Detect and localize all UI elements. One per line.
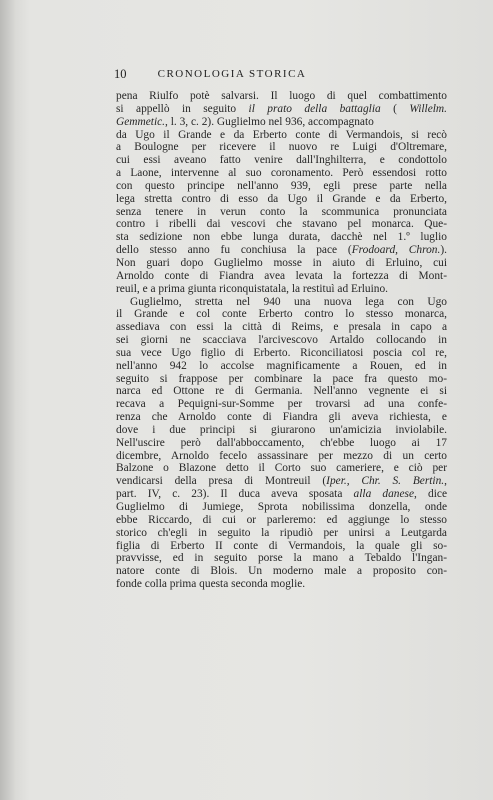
text-line [116,296,447,309]
text-segment: contro i ribelli dai vescovi che stavano pel monarca. Que- [116,218,447,231]
text-segment: si appellò in seguito [116,102,249,115]
text-segment: cui essi aveano fatto venire dall'Inghilterra, e condottolo [116,154,447,167]
text-segment: Non guari dopo Guglielmo mosse in aiuto di Erluino, cui [116,256,447,269]
italic-text: Gemmetic. [116,115,166,128]
text-segment: ). [440,244,447,257]
text-segment: pena Riulfo potè salvarsi. Il luogo di quel combattimento [116,90,447,102]
text-segment: seguito si frappose per combinare la pace fra questo mo- [116,372,447,385]
text-segment: narca ed Ottone re di Germania. Nell'anno vegnente ei si [116,385,447,398]
italic-text: il prato della battaglia [248,102,381,115]
text-line [116,154,447,167]
text-line [116,514,447,527]
text-line [116,206,447,219]
italic-text: Iper., Chr. S. Bertin. [326,475,445,488]
text-segment: a Laone, intervenne al suo coronamento. Però essendosi rotto [116,167,447,180]
text-line [116,527,447,540]
text-line [116,167,447,180]
text-segment: da Ugo il Grande e da Erberto conte di Vermandois, si recò [116,128,447,141]
text-segment: fonde colla prima questa seconda moglie. [116,578,306,591]
text-segment: storico ch'egli in seguito la ripudiò per unirsi a Leutgarda [116,526,447,539]
text-line [116,283,447,296]
text-line [116,565,447,578]
text-segment: assediava con essi la città di Reims, e presala in capo a [116,321,447,334]
text-line [116,218,447,231]
page-number: 10 [114,67,127,81]
text-line [116,540,447,553]
text-segment: Nell'uscire però dall'abboccamento, ch'ebbe luogo ai 17 [116,436,447,449]
text-segment: ( [380,102,410,115]
text-segment: il Grande e col conte Erberto contro lo stesso monarca, [116,308,447,321]
text-segment: reuil, e a prima giunta riconquistatala, la restituì ad Erluino. [116,282,389,295]
text-line [116,321,447,334]
text-segment: vendicarsi della presa di Montreuil ( [116,475,327,488]
text-segment: , [444,475,447,488]
italic-text: Frodoard, Chron. [351,244,441,257]
text-segment: sei giorni ne scacciava l'arcivescovo Artaldo collocando in [116,334,447,347]
italic-text: Willelm. [409,102,447,115]
text-line [116,347,447,360]
text-line [116,90,447,103]
text-line [116,180,447,193]
text-line [116,385,447,398]
text-segment: dicembre, Arnoldo fecelo assassinare per mezzo di un certo [116,449,447,462]
text-line [116,398,447,411]
text-line [116,437,447,450]
text-line [116,257,447,270]
text-line [116,334,447,347]
text-line [116,244,447,257]
text-line [116,360,447,373]
text-line [116,270,447,283]
text-line [116,103,447,116]
gutter-shadow [0,0,16,800]
text-segment: natore conte di Blois. Un moderno male a proposito con- [116,565,447,578]
text-line [116,462,447,475]
text-line [116,578,447,591]
text-segment: , l. 3, c. 2). Guglielmo nel 936, accompagnato [165,115,374,128]
text-line [116,450,447,463]
text-line [116,488,447,501]
text-line [116,141,447,154]
text-line [116,424,447,437]
running-head: CRONOLOGIA STORICA [157,68,307,80]
text-segment: figlia di Erberto II conte di Vermandois, la quale gli so- [116,539,447,552]
page-header [114,67,350,81]
text-segment: con questo principe nell'anno 939, egli prese parte nella [116,179,447,192]
italic-text: alla danese [353,488,415,501]
text-line [116,411,447,424]
text-line [116,193,447,206]
text-line [116,501,447,514]
text-segment: Guglielmo, stretta nel 940 una nuova lega con Ugo [130,295,447,308]
text-segment: , dice [414,488,448,501]
text-segment: dove i due principi si giurarono un'amicizia inviolabile. [116,423,447,436]
text-line [116,308,447,321]
text-segment: nell'anno 942 lo accolse magnificamente a Rouen, ed in [116,359,447,372]
text-segment: Arnoldo conte di Fiandra avea levata la fortezza di Mont- [116,269,447,282]
text-segment: sta sedizione non ebbe lunga durata, dacchè nel 1.º luglio [116,231,447,244]
text-segment: a Boulogne per ricevere il nuovo re Luigi d'Oltremare, [116,141,447,154]
body-text [116,90,447,591]
text-segment: part. IV, c. 23). Il duca aveva sposata [116,488,354,501]
text-segment: senza tenere in verun conto la scommunica pronunciata [116,205,447,218]
text-segment: pravvisse, ed in seguito porse la mano a Tebaldo l'Ingan- [116,552,447,565]
text-segment: renza che Arnoldo conte di Fiandra gli aveva richiesta, e [116,411,447,424]
text-segment: Balzone o Blazone detto il Corto suo cameriere, e ciò per [116,462,447,475]
text-line [116,552,447,565]
text-line [116,116,447,129]
text-line [116,129,447,142]
text-line [116,373,447,386]
text-segment: ebbe Riccardo, di cui or parleremo: ed aggiunge lo stesso [116,513,447,526]
text-segment: recava a Pequigni-sur-Somme per trovarsi ad una confe- [116,398,447,411]
text-line [116,231,447,244]
text-segment: dello stesso anno fu conchiusa la pace ( [116,244,352,257]
text-segment: sua vece Ugo figlio di Erberto. Riconciliatosi poscia col re, [116,346,447,359]
text-line [116,475,447,488]
text-segment: Guglielmo di Jumiege, Sprota nobilissima donzella, onde [116,501,447,513]
text-segment: lega stretta contro di esso da Ugo il Grande e da Erberto, [116,192,447,205]
